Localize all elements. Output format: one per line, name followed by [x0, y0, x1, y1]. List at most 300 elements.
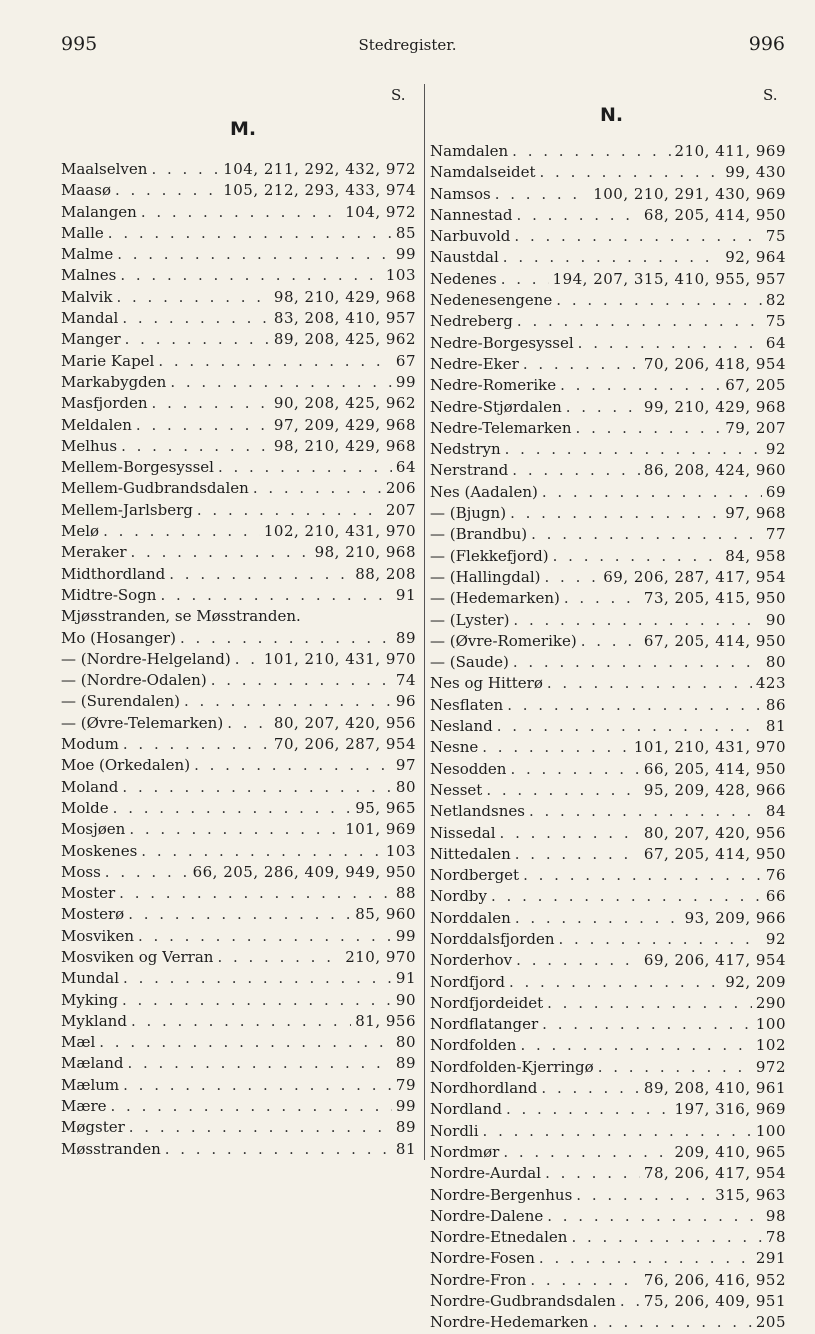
entry-name: Nedstryn [430, 440, 501, 459]
index-entry [61, 308, 416, 329]
entry-pages: 104, 972 [345, 202, 416, 221]
entry-pages: 90, 208, 425, 962 [273, 394, 416, 413]
index-entry [61, 926, 416, 947]
index-entry [430, 1121, 786, 1142]
index-entry [61, 1117, 416, 1138]
entry-name: Nordfjord [430, 972, 505, 991]
index-entry [61, 691, 416, 712]
dot-leader [578, 333, 762, 354]
dot-leader [151, 159, 219, 180]
entry-pages: 75 [765, 227, 786, 246]
dot-leader [513, 610, 761, 631]
index-entry [430, 247, 786, 268]
entry-pages: 99 [395, 926, 416, 945]
dot-leader [560, 375, 721, 396]
dot-leader [566, 397, 640, 418]
entry-name: Nordli [430, 1121, 479, 1140]
index-entry [61, 841, 416, 862]
entry-pages: 89 [395, 1054, 416, 1073]
index-entry [430, 1185, 786, 1206]
index-entry [430, 524, 786, 545]
dot-leader [541, 1078, 640, 1099]
left-column-label: S. [391, 86, 406, 104]
entry-name: Nes og Hitterø [430, 674, 543, 693]
entry-name: Maasø [61, 181, 111, 200]
entry-pages: 100 [755, 1121, 786, 1140]
entry-name: Nannestad [430, 205, 513, 224]
entry-name: Moskenes [61, 841, 138, 860]
dot-leader [158, 351, 392, 372]
index-entry [430, 1270, 786, 1291]
entry-name: Meraker [61, 543, 127, 562]
entry-name: Narbuvold [430, 227, 511, 246]
entry-name: Mellem-Jarlsberg [61, 500, 193, 519]
index-entry [61, 862, 416, 883]
dot-leader [119, 883, 392, 904]
index-entry [430, 737, 786, 758]
entry-pages: 88, 208 [355, 564, 416, 583]
dot-leader [556, 290, 762, 311]
entry-name: Masfjorden [61, 394, 148, 413]
entry-name: Nordfjordeidet [430, 993, 544, 1012]
index-entry [430, 950, 786, 971]
entry-name: Maalselven [61, 160, 148, 178]
dot-leader [120, 265, 382, 286]
page-title: Stedregister. [358, 36, 457, 54]
entry-pages: 89 [395, 1118, 416, 1137]
index-entry [430, 1142, 786, 1163]
index-entry [430, 269, 786, 290]
entry-pages: 92, 964 [725, 248, 786, 267]
dot-leader [514, 226, 762, 247]
dot-leader [129, 819, 341, 840]
entry-name: Nedreberg [430, 312, 513, 331]
index-entry [61, 393, 416, 414]
entry-pages: 315, 963 [715, 1185, 786, 1204]
dot-leader [211, 670, 392, 691]
entry-name: Norddalsfjorden [430, 929, 555, 948]
dot-leader [123, 1075, 392, 1096]
dot-leader [141, 202, 341, 223]
entry-pages: 79 [395, 1075, 416, 1094]
entry-pages: 209, 410, 965 [674, 1142, 786, 1161]
dot-leader [505, 439, 762, 460]
dot-leader [141, 841, 382, 862]
entry-name: Malvik [61, 287, 113, 306]
entry-pages: 81 [765, 717, 786, 736]
entry-pages: 81 [395, 1139, 416, 1158]
index-entry [61, 1096, 416, 1117]
entry-name: — (Hedemarken) [430, 589, 560, 608]
entry-pages: 76 [765, 866, 786, 885]
index-entry [61, 1011, 416, 1032]
index-entry [61, 819, 416, 840]
dot-leader [121, 436, 270, 457]
dot-leader [512, 460, 640, 481]
index-entry [61, 798, 416, 819]
dot-leader [515, 908, 681, 929]
index-entry [61, 159, 416, 180]
dot-leader [105, 862, 189, 883]
dot-leader [127, 1053, 391, 1074]
entry-name: Nesland [430, 717, 493, 736]
index-entry [430, 397, 786, 418]
dot-leader [253, 478, 382, 499]
index-entry [430, 418, 786, 439]
entry-name: Netlandsnes [430, 802, 525, 821]
dot-leader [530, 1270, 640, 1291]
index-entry [430, 972, 786, 993]
entry-name: Norddalen [430, 908, 511, 927]
index-entry [61, 585, 416, 606]
index-entry [430, 1163, 786, 1184]
section-heading-n: N. [600, 104, 624, 126]
index-entry [61, 351, 416, 372]
entry-name: Nordre-Fosen [430, 1249, 535, 1268]
entry-name: Nerstrand [430, 461, 509, 480]
entry-name: — (Surendalen) [61, 692, 180, 711]
entry-name: Malnes [61, 266, 117, 285]
entry-name: — (Øvre-Telemarken) [61, 713, 224, 732]
index-entry [430, 226, 786, 247]
left-page-number: 995 [61, 33, 98, 55]
entry-name: Nordflatanger [430, 1015, 539, 1034]
entry-pages: 86 [765, 695, 786, 714]
index-entry [430, 716, 786, 737]
dot-leader [576, 418, 722, 439]
dot-leader [598, 1057, 752, 1078]
dot-leader [165, 1139, 392, 1160]
entry-name: Meldalen [61, 415, 132, 434]
entry-name: Modum [61, 735, 119, 754]
entry-pages: 102, 210, 431, 970 [263, 522, 416, 541]
dot-leader [116, 287, 269, 308]
entry-pages: 91 [395, 585, 416, 604]
dot-leader [620, 1291, 640, 1312]
dot-leader [559, 929, 762, 950]
dot-leader [497, 716, 762, 737]
entry-pages: 80 [395, 777, 416, 796]
entry-name: Mellem-Gudbrandsdalen [61, 479, 249, 498]
index-entry [430, 652, 786, 673]
dot-leader [523, 865, 762, 886]
index-entry [430, 1014, 786, 1035]
entry-name: Nordre-Bergenhus [430, 1185, 573, 1204]
entry-name: Moland [61, 777, 119, 796]
entry-name: Namdalen [430, 142, 509, 160]
dot-leader [217, 947, 341, 968]
index-entry [61, 500, 416, 521]
dot-leader [495, 184, 589, 205]
entry-pages: 89, 208, 410, 961 [643, 1079, 786, 1098]
entry-pages: 89 [395, 628, 416, 647]
entry-name: Nordfolden-Kjerringø [430, 1057, 594, 1076]
entry-name: Nordre-Fron [430, 1270, 527, 1289]
entry-pages: 79, 207 [725, 418, 786, 437]
entry-pages: 69, 206, 287, 417, 954 [603, 567, 786, 586]
dot-leader [123, 734, 270, 755]
entry-name: Moss [61, 862, 101, 881]
entry-name: Mosviken [61, 926, 134, 945]
entry-name: — (Bjugn) [430, 504, 507, 523]
entry-pages: 103 [385, 841, 416, 860]
entry-name: Nordfolden [430, 1036, 517, 1055]
index-entry [430, 823, 786, 844]
dot-leader [108, 223, 392, 244]
index-entry [61, 329, 416, 350]
entry-pages: 90 [395, 990, 416, 1009]
index-entry [430, 184, 786, 205]
index-entry [430, 631, 786, 652]
entry-name: Møsstranden [61, 1139, 161, 1158]
index-entry [61, 223, 416, 244]
entry-pages: 66, 205, 286, 409, 949, 950 [192, 862, 416, 881]
entry-pages: 101, 210, 431, 970 [633, 738, 786, 757]
entry-pages: 80 [395, 1033, 416, 1052]
index-entry [430, 801, 786, 822]
entry-name: Nedre-Stjørdalen [430, 397, 562, 416]
index-entry [430, 290, 786, 311]
entry-pages: 102 [755, 1036, 786, 1055]
entry-pages: 83, 208, 410, 957 [273, 309, 416, 328]
entry-name: Nordhordland [430, 1079, 538, 1098]
index-entry [61, 436, 416, 457]
entry-pages: 97 [395, 756, 416, 775]
dot-leader [180, 628, 392, 649]
dot-leader [131, 542, 311, 563]
entry-pages: 96 [395, 692, 416, 711]
dot-leader [170, 372, 392, 393]
entry-pages: 95, 965 [355, 798, 416, 817]
entry-name: — (Nordre-Odalen) [61, 671, 207, 690]
dot-leader [194, 755, 392, 776]
entry-name: — (Saude) [430, 653, 509, 672]
entry-name: Malle [61, 223, 104, 242]
entry-pages: 82 [765, 291, 786, 310]
index-entry [61, 734, 416, 755]
index-entry [430, 780, 786, 801]
dot-leader [136, 415, 270, 436]
entry-name: Manger [61, 330, 121, 349]
index-entry [430, 546, 786, 567]
index-entry [430, 1312, 786, 1333]
dot-leader [523, 354, 640, 375]
entry-pages: 76, 206, 416, 952 [643, 1270, 786, 1289]
entry-pages: 84 [765, 802, 786, 821]
dot-leader [517, 311, 762, 332]
entry-name: Melhus [61, 436, 118, 455]
entry-pages: 210, 411, 969 [674, 142, 786, 160]
index-entry [430, 333, 786, 354]
dot-leader [483, 1121, 752, 1142]
index-entry [430, 1206, 786, 1227]
entry-name: Møgster [61, 1118, 125, 1137]
dot-leader [529, 801, 762, 822]
entry-name: — (Brandbu) [430, 525, 528, 544]
index-entry [430, 375, 786, 396]
entry-name: Mosterø [61, 905, 125, 924]
entry-pages: 98, 210, 429, 968 [273, 287, 416, 306]
index-entry [61, 777, 416, 798]
entry-name: Malme [61, 245, 114, 264]
entry-pages: 66 [765, 887, 786, 906]
entry-pages: 74 [395, 671, 416, 690]
entry-name: Molde [61, 798, 109, 817]
entry-name: Mæland [61, 1054, 124, 1073]
entry-name: — (Nordre-Helgeland) [61, 649, 231, 668]
index-entry [430, 929, 786, 950]
dot-leader [542, 482, 762, 503]
right-page-number: 996 [748, 33, 785, 55]
entry-pages: 100, 210, 291, 430, 969 [593, 184, 786, 203]
dot-leader [510, 503, 721, 524]
entry-pages: 77 [765, 525, 786, 544]
dot-leader [99, 1032, 392, 1053]
dot-leader [547, 673, 752, 694]
right-index-column [430, 141, 786, 1334]
index-entry [430, 1291, 786, 1312]
dot-leader [581, 631, 640, 652]
entry-name: Nesflaten [430, 695, 504, 714]
entry-pages: 64 [395, 458, 416, 477]
index-entry [61, 457, 416, 478]
entry-pages: 64 [765, 333, 786, 352]
dot-leader [512, 141, 670, 162]
entry-name: Nordre-Hedemarken [430, 1313, 589, 1332]
dot-leader [513, 652, 762, 673]
index-entry [61, 521, 416, 542]
dot-leader [152, 393, 270, 414]
dot-leader [576, 1185, 711, 1206]
entry-pages: 105, 212, 293, 433, 974 [223, 181, 416, 200]
index-entry [61, 713, 416, 734]
entry-pages: 194, 207, 315, 410, 955, 957 [552, 269, 786, 288]
index-entry [61, 265, 416, 286]
entry-name: Nedre-Borgesyssel [430, 333, 574, 352]
entry-pages: 67, 205 [725, 376, 786, 395]
entry-pages: 90 [765, 610, 786, 629]
dot-leader [503, 247, 721, 268]
index-entry [430, 141, 786, 162]
entry-pages: 86, 208, 424, 960 [643, 461, 786, 480]
entry-pages: 206 [385, 479, 416, 498]
index-entry [61, 1032, 416, 1053]
dot-leader [545, 567, 600, 588]
index-entry [61, 564, 416, 585]
entry-name: Nordre-Aurdal [430, 1164, 542, 1183]
entry-pages: 80, 207, 420, 956 [273, 713, 416, 732]
dot-leader [128, 904, 351, 925]
index-entry [61, 606, 416, 627]
index-entry [61, 202, 416, 223]
entry-pages: 205 [755, 1313, 786, 1332]
dot-leader [235, 649, 260, 670]
entry-name: Mæl [61, 1033, 96, 1052]
entry-pages: 207 [385, 500, 416, 519]
entry-pages: 70, 206, 287, 954 [273, 735, 416, 754]
entry-name: Nittedalen [430, 844, 511, 863]
entry-name: Marie Kapel [61, 351, 155, 370]
index-entry [430, 908, 786, 929]
index-entry [61, 649, 416, 670]
entry-name: Mælum [61, 1075, 120, 1094]
index-entry [430, 993, 786, 1014]
dot-leader [129, 1117, 392, 1138]
entry-pages: 99 [395, 1097, 416, 1116]
index-entry [430, 482, 786, 503]
entry-pages: 75 [765, 312, 786, 331]
entry-name: Nedre-Romerike [430, 376, 557, 395]
dot-leader [138, 926, 392, 947]
entry-name: Namsos [430, 184, 491, 203]
dot-leader [510, 759, 639, 780]
index-entry [61, 628, 416, 649]
dot-leader [506, 1099, 671, 1120]
index-entry [430, 162, 786, 183]
index-entry [430, 460, 786, 481]
entry-name: Mandal [61, 309, 119, 328]
index-entry [430, 1035, 786, 1056]
entry-name: Nordre-Dalene [430, 1206, 544, 1225]
dot-leader [503, 1142, 670, 1163]
entry-pages: 99, 210, 429, 968 [643, 397, 786, 416]
entry-pages: 92 [765, 440, 786, 459]
dot-leader [184, 691, 392, 712]
entry-name: Moster [61, 884, 116, 903]
entry-pages: 89, 208, 425, 962 [273, 330, 416, 349]
entry-pages: 81, 956 [355, 1011, 416, 1030]
dot-leader [542, 1014, 752, 1035]
entry-pages: 95, 209, 428, 966 [643, 780, 786, 799]
dot-leader [123, 968, 392, 989]
entry-name: Nordberget [430, 866, 520, 885]
entry-name: Nedenesengene [430, 291, 553, 310]
entry-name: Nedre-Telemarken [430, 418, 572, 437]
column-divider [424, 84, 425, 1160]
index-entry [430, 610, 786, 631]
entry-name: Nissedal [430, 823, 496, 842]
dot-leader [169, 564, 351, 585]
entry-pages: 99 [395, 245, 416, 264]
entry-name: Nedre-Eker [430, 354, 519, 373]
entry-pages: 101, 969 [345, 820, 416, 839]
index-entry [61, 990, 416, 1011]
entry-name: — (Hallingdal) [430, 567, 541, 586]
entry-name: Nedenes [430, 269, 497, 288]
entry-name: Mundal [61, 969, 120, 988]
dot-leader [103, 521, 260, 542]
entry-name: Mykland [61, 1011, 127, 1030]
index-entry [61, 968, 416, 989]
entry-name: Malangen [61, 202, 137, 221]
index-entry [61, 287, 416, 308]
entry-pages: 67 [395, 351, 416, 370]
entry-pages: 78 [765, 1228, 786, 1247]
entry-pages: 93, 209, 966 [684, 908, 786, 927]
index-entry [61, 1053, 416, 1074]
entry-name: Moe (Orkedalen) [61, 756, 191, 775]
dot-leader [571, 1227, 761, 1248]
index-entry [430, 205, 786, 226]
entry-pages: 98, 210, 968 [314, 543, 416, 562]
dot-leader [122, 990, 392, 1011]
entry-pages: 98, 210, 429, 968 [273, 436, 416, 455]
entry-pages: 80 [765, 653, 786, 672]
index-entry [430, 865, 786, 886]
entry-name: Nordre-Etnedalen [430, 1228, 568, 1247]
dot-leader [547, 1206, 762, 1227]
page-header [0, 33, 815, 59]
